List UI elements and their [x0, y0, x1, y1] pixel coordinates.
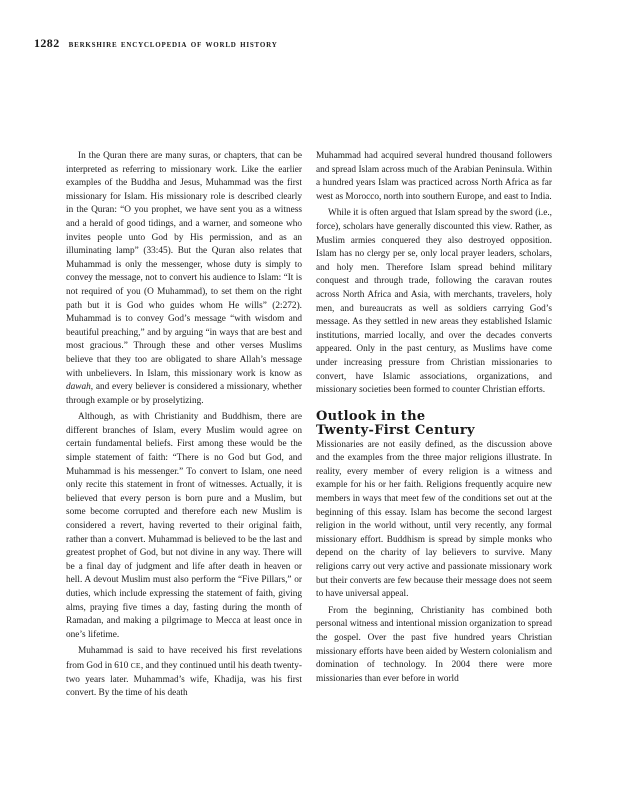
page-number: 1282 [34, 36, 60, 50]
italic-term: dawah [66, 382, 91, 393]
left-column [66, 150, 302, 704]
paragraph-text: , and every believer is considered a missionary, whether through example or by proselytizing. [66, 382, 302, 406]
era-abbrev: CE [130, 660, 141, 670]
paragraph: Although, as with Christianity and Buddhism, there are different branches of Islam, every Muslim would agree on certain fundamental beliefs. First among these would be the simple statement of faith: “There is no God but God, and Muhammad is his messenger.” To convert to Islam, one need only recite this statement in front of witnesses. Actually, it is believed that every person is born pure and a Muslim, but some become corrupted and therefore each new Muslim is considered a revert, having reverted to their original faith, rather than a convert. Muhammad is believed to be the last and greatest prophet of God, but not divine in any way. There will be a final day of judgment and life after death in heaven or hell. A devout Muslim must also perform the “Five Pillars,” or duties, which include expressing the statement of faith, giving alms, praying five times a day, fasting during the month of Ramadan, and making a pilgrimage to Mecca at least once in one’s lifetime. [66, 412, 302, 640]
right-column [316, 150, 552, 689]
paragraph-text: , and they continued until his death twenty-two years later. Muhammad’s wife, Khadija, was his first convert. By the time of his death [66, 660, 302, 699]
paragraph [66, 645, 302, 700]
heading-line: Outlook in the [316, 408, 426, 424]
section-heading [316, 410, 552, 438]
paragraph: From the beginning, Christianity has combined both personal witness and intentional mission organization to spread the gospel. Over the past five hundred years Christian missionary efforts have been aided by Western colonialism and domination of technology. In 2004 there were more missionaries than ever before in world [316, 605, 552, 684]
heading-line: Twenty-First Century [316, 422, 475, 438]
paragraph: Missionaries are not easily defined, as the discussion above and the examples from the three major religions illustrate. In reality, every member of every religion is a witness and example for his or her faith. Religions frequently acquire new members in ways that meet few of the conditions set out at the beginning of this essay. Islam has become the second largest religion in the world without, until very recently, any formal missionary effort. Buddhism is spread by simple monks who depend on the charity of lay believers to survive. Many religions carry out very active and passionate missionary work but their converts are few because their message does not seem to have universal appeal. [316, 439, 552, 600]
paragraph-text: In the Quran there are many suras, or chapters, that can be interpreted as referring to missionary work. Like the earlier examples of the Buddha and Jesus, Muhammad was the first missionary for Islam. His missionary role is described clearly in the Quran: “O you prophet, we have sent you as a witness and a herald of good tidings, and a warner, and someone who invites people unto God by His permission, and as an illuminating lamp” (33:45). But the Quran also relates that Muhammad is only the messenger, whose duty is simply to convey the message, not to convert his audience to Islam: “It is not required of you (O Muhammad), to set them on the right path but it is God who guides whom He wills” (2:272). Muhammad is to convey God’s message “with wisdom and beautiful preaching,” and by arguing “in ways that are best and most gracious.” Through these and other verses Muslims believe that they too are obligated to share Allah’s message with unbelievers. In Islam, this missionary work is know as [66, 151, 302, 379]
paragraph: While it is often argued that Islam spread by the sword (i.e., force), scholars have generally discounted this view. Rather, as Muslim armies conquered they also destroyed opposition. Islam has no clergy per se, only local prayer leaders, scholars, and holy men. Therefore Islam spread behind military conquest and through trade, following the caravan routes across North Africa and Asia, with merchants, travelers, holy men, and bureaucrats as well as soldiers carrying God’s message. As they settled in new areas they established Islamic institutions, married locally, and over the decades converts appeared. Only in the past century, as Muslims have come under increasing pressure from Christian missionaries to convert, have Islamic associations, organizations, and missionary societies been formed to counter Christian efforts. [316, 208, 552, 396]
running-title: berkshire encyclopedia of world history [68, 39, 278, 50]
paragraph [66, 150, 302, 408]
paragraph-text: Muhammad is said to have received his first revelations from God in 610 [66, 646, 302, 671]
running-head [34, 36, 278, 51]
paragraph: Muhammad had acquired several hundred thousand followers and spread Islam across much of the Arabian Peninsula. Within a hundred years Islam was practiced across North Africa as far west as Morocco, north into southern Europe, and east to India. [316, 151, 552, 202]
